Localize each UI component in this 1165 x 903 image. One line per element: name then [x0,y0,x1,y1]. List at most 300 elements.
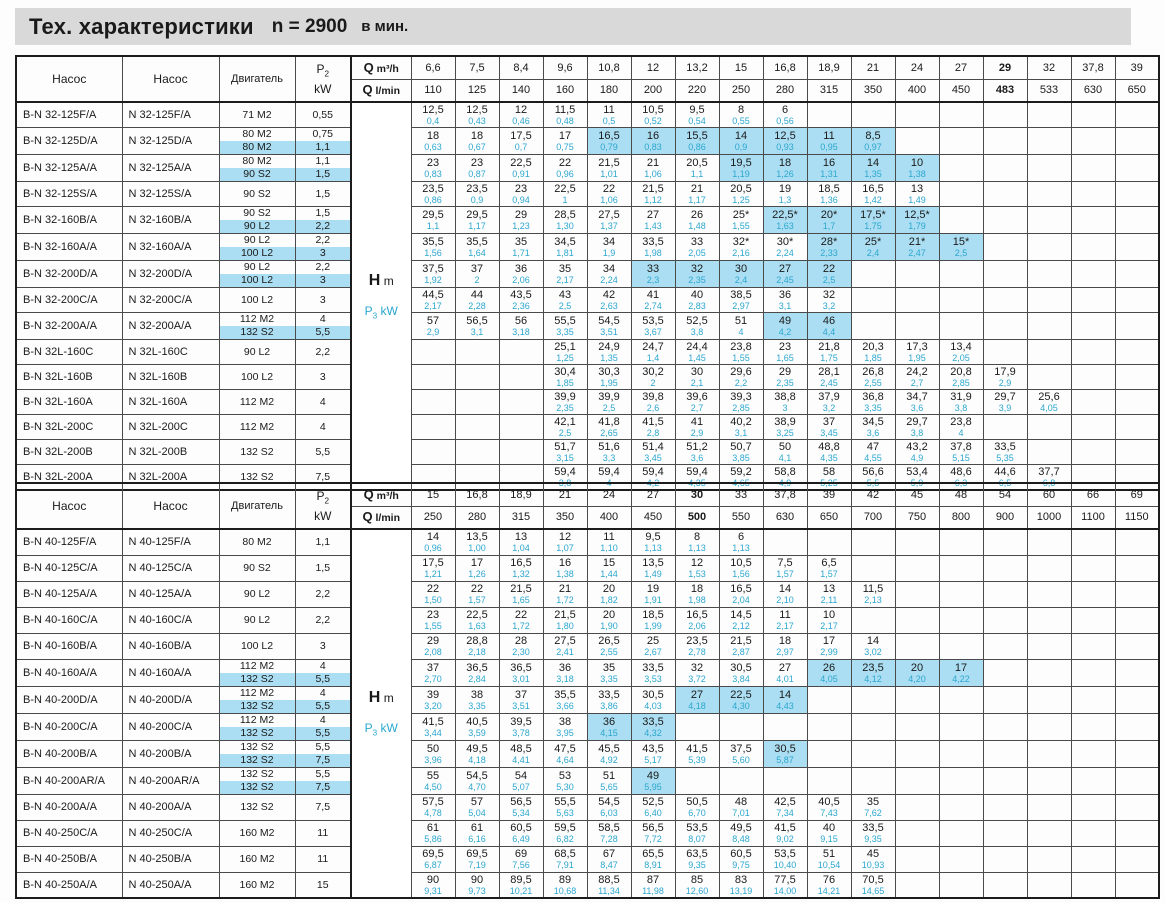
data-cell [895,288,939,313]
p3-value: 1,72 [512,621,530,631]
data-cell [719,365,763,390]
data-cell [411,313,455,340]
p3-value: 4,35 [820,453,838,463]
motor-cell [219,207,295,234]
head-value: 60,5 [730,848,752,860]
q-m3h-value: 42 [851,483,895,506]
data-cell [631,820,675,846]
data-cell [1027,686,1071,713]
q-m3h-value: 6,6 [411,56,455,79]
data-cell [1071,261,1115,288]
head-value: 29 [514,209,528,221]
head-value: 22,5* [772,209,798,221]
q-lmin-value: 200 [631,79,675,102]
data-cell [1071,581,1115,607]
motor-cell [219,846,295,872]
head-value: 9,5 [689,104,705,116]
data-cell [1115,713,1159,740]
p3-value: 5,65 [600,781,618,792]
p3-value: 0,48 [556,116,574,126]
head-value: 14 [866,635,880,647]
data-cell [983,440,1027,465]
p3-value: 1,25 [732,195,750,205]
data-cell [411,340,455,365]
motor-cell [219,390,295,415]
head-value: 89,5 [510,873,532,886]
head-value: 13 [514,531,528,544]
p3-value: 4,41 [512,754,530,765]
motor-value: 112 M2 [239,313,275,325]
head-value: 15 [602,557,616,569]
data-cell [807,128,851,155]
data-cell [675,633,719,659]
head-value: 57,5 [422,796,444,808]
data-cell [631,555,675,581]
head-value: 21,5 [598,157,620,169]
head-value: 14 [426,531,440,544]
motor-value: 90 L2 [243,234,271,246]
data-cell [455,102,499,128]
head-value: 36,8 [862,391,884,403]
pump-column-header: Насос [122,56,219,102]
p3-value: 1,01 [600,169,618,179]
motor-value: 90 L2 [243,588,271,600]
data-cell [851,234,895,261]
motor-cell [219,261,295,288]
p3-value: 1,43 [644,221,662,231]
q-lmin-value: 533 [1027,79,1071,102]
data-cell [455,313,499,340]
motor-value: 132 S2 [240,801,274,813]
data-cell [499,102,543,128]
data-cell [895,555,939,581]
head-value: 48,8 [818,441,840,453]
p3-value: 1,63 [468,621,486,631]
p2-cell [295,581,351,607]
q-lmin-value: 450 [631,506,675,529]
motor-cell [219,415,295,440]
data-cell [1071,872,1115,898]
motor-cell [219,529,295,555]
pump-row [16,607,1159,633]
data-cell [807,313,851,340]
head-value: 44,6 [994,466,1016,478]
pump-row [16,102,1159,128]
data-cell [587,529,631,555]
data-cell [587,415,631,440]
data-cell [675,128,719,155]
p3-value: 3,1 [734,428,748,438]
p3-value: 1,49 [908,195,926,205]
data-cell [543,820,587,846]
head-value: 39 [426,688,440,701]
head-value: 37 [426,661,440,674]
q-lmin-value: 650 [807,506,851,529]
p3-value: 1,82 [600,595,618,605]
data-cell [983,555,1027,581]
p2-value: 5,5 [296,700,351,713]
head-value: 21 [558,583,572,595]
q-m3h-value: 37,8 [1071,56,1115,79]
head-value: 13 [822,583,836,595]
motor-value: 90 S2 [243,188,271,200]
pump-row [16,440,1159,465]
head-value: 45,5 [598,742,620,755]
q-lmin-value: 630 [763,506,807,529]
p2-cell [295,659,351,686]
data-cell [1115,102,1159,128]
data-cell [1027,713,1071,740]
head-value: 39,5 [510,715,532,728]
p3-value: 6,5 [998,478,1012,488]
p2-value: 7,5 [296,781,351,794]
data-cell [543,607,587,633]
head-value: 41 [690,416,704,428]
p2-value: 4 [319,713,326,726]
head-value: 51,2 [686,441,708,453]
p2-value: 3 [296,247,351,260]
p3-value: 2,85 [952,378,970,388]
q-lmin-value: 315 [499,506,543,529]
p3-value: 2,35 [688,275,706,285]
data-cell [411,207,455,234]
data-cell [807,659,851,686]
pump-name: B-N 40-250A/A [16,872,122,898]
head-value: 37,5 [730,742,752,755]
head-value: 21,5 [642,183,664,195]
p2-value: 1,5 [296,168,351,181]
p2-value: 3 [296,274,351,287]
q-m3h-value: 37,8 [763,483,807,506]
p2-value: 5,5 [296,673,351,686]
p3-value: 2,28 [468,301,486,311]
p3-value: 1,65 [512,595,530,605]
p3-value: 0,79 [600,142,618,152]
data-cell [587,288,631,313]
q-m3h-value: 33 [719,483,763,506]
data-cell [895,390,939,415]
p3-value: 10,54 [817,860,841,870]
motor-value: 90 S2 [243,562,271,574]
p3-value: 1,00 [468,543,486,554]
head-value: 43,5 [510,289,532,301]
data-cell [631,529,675,555]
data-cell [499,415,543,440]
p3-value: 4 [738,327,744,337]
p3-value: 4,20 [908,673,926,684]
head-value: 23,5 [862,661,884,674]
head-value: 23,5 [466,183,488,195]
data-cell [499,288,543,313]
p3-value: 5,34 [512,808,530,818]
p2-cell [295,128,351,155]
p3-value: 1,64 [468,248,486,258]
head-value: 56,5 [510,796,532,808]
head-value: 28 [514,635,528,647]
p2-value: 0,55 [312,109,333,121]
head-value: 40 [690,289,704,301]
p3-value: 3,78 [512,727,530,738]
p3-value: 10,40 [773,860,797,870]
head-value: 18 [778,635,792,647]
head-value: 22 [470,583,484,595]
motor-cell [219,713,295,740]
p2-value: 3 [319,640,326,652]
data-cell [1071,234,1115,261]
p3-value: 3,59 [468,727,486,738]
motor-value: 90 L2 [243,614,271,626]
data-cell [675,102,719,128]
p3-value: 3,20 [424,700,442,711]
data-cell [983,261,1027,288]
data-cell [807,415,851,440]
pump-name: B-N 40-125F/A [16,529,122,555]
pump-name: B-N 32L-160A [16,390,122,415]
data-cell [719,607,763,633]
p3-value: 0,63 [424,142,442,152]
head-value: 27 [646,209,660,221]
head-value: 8 [693,531,701,544]
data-cell [851,820,895,846]
p2-cell [295,365,351,390]
data-cell [895,313,939,340]
data-cell [895,872,939,898]
motor-value: 132 S2 [240,446,274,458]
data-cell [719,415,763,440]
data-cell [983,713,1027,740]
p3-value: 2,17 [556,275,574,285]
pump-row [16,846,1159,872]
spec-table [15,55,1160,491]
q-m3h-value: 60 [1027,483,1071,506]
data-cell [499,767,543,794]
p3-value: 3,86 [600,700,618,711]
p3-value: 4,9 [778,478,792,488]
head-value: 38 [470,688,484,701]
data-cell [939,313,983,340]
data-cell [411,581,455,607]
pump-name-alt: N 40-125F/A [122,529,219,555]
head-value: 25,1 [554,341,576,353]
head-value: 77,5 [774,873,796,886]
pump-name-alt: N 32L-200A [122,465,219,491]
data-cell [455,365,499,390]
head-value: 23,8 [950,416,972,428]
p2-column-header: $P_2$ kW [295,483,351,529]
data-cell [1071,713,1115,740]
data-cell [1071,390,1115,415]
p3-value: 1,4 [646,353,660,363]
data-cell [807,581,851,607]
p3-value: 1,57 [776,569,794,579]
data-cell [1027,555,1071,581]
pump-name-alt: N 40-125A/A [122,581,219,607]
p3-value: 5,35 [996,453,1014,463]
head-value: 12 [558,531,572,544]
data-cell [411,529,455,555]
data-cell [1071,415,1115,440]
head-value: 23 [426,157,440,169]
q-lmin-value: 450 [939,79,983,102]
data-cell [807,686,851,713]
data-cell [895,529,939,555]
p3-value: 2,65 [600,428,618,438]
head-value: 54 [514,769,528,782]
pump-name: B-N 32-200C/A [16,288,122,313]
data-cell [1071,313,1115,340]
p3-value: 14,21 [817,885,841,896]
data-cell [587,713,631,740]
data-cell [983,794,1027,820]
data-cell [411,365,455,390]
head-value: 33 [646,263,660,275]
motor-cell [219,686,295,713]
head-value: 17 [954,661,968,674]
data-cell [719,581,763,607]
data-cell [587,128,631,155]
p3-value: 3,45 [820,428,838,438]
p3-value: 3,84 [732,673,750,684]
pump-row [16,581,1159,607]
motor-value: 132 S2 [220,700,295,713]
p2-value: 5,5 [296,727,351,740]
p3-value: 3,85 [732,453,750,463]
head-value: 59,4 [598,466,620,478]
data-cell [851,207,895,234]
p3-value: 1,17 [688,195,706,205]
data-cell [1071,182,1115,207]
p3-value: 9,15 [820,834,838,844]
pump-row [16,740,1159,767]
head-value: 22 [602,183,616,195]
p2-value: 11 [317,853,329,865]
p3-value: 2 [650,378,656,388]
data-cell [939,633,983,659]
q-lmin-value: 500 [675,506,719,529]
data-cell [1071,846,1115,872]
pump-name-alt: N 40-200B/A [122,740,219,767]
data-cell [763,846,807,872]
data-cell [411,234,455,261]
p2-value: 1,5 [315,188,331,200]
p3-value: 1,44 [600,569,618,579]
data-cell [1115,340,1159,365]
p3-value: 6,82 [556,834,574,844]
pump-name-alt: N 32L-160C [122,340,219,365]
q-m3h-value: 15 [411,483,455,506]
head-value: 33,5 [862,822,884,834]
data-cell [455,846,499,872]
data-cell [851,659,895,686]
head-value: 21,5 [730,635,752,647]
q-lmin-value: 160 [543,79,587,102]
data-cell [1071,155,1115,182]
data-cell [1027,390,1071,415]
data-cell [939,261,983,288]
pump-row [16,415,1159,440]
p3-value: 1,10 [600,543,618,554]
data-cell [455,607,499,633]
head-value: 16 [646,130,660,142]
data-cell [807,261,851,288]
data-cell [983,846,1027,872]
data-cell [939,155,983,182]
data-cell [543,102,587,128]
p3-value: 0,43 [468,116,486,126]
data-cell [543,182,587,207]
data-cell [1115,555,1159,581]
head-value: 17,9 [994,366,1016,378]
head-value: 35 [866,796,880,808]
p3-value: 3,15 [556,453,574,463]
pump-row [16,633,1159,659]
data-cell [499,794,543,820]
head-value: 48 [734,796,748,808]
head-value: 28* [820,236,838,248]
head-value: 40,5 [466,715,488,728]
head-value: 37 [470,263,484,275]
data-cell [499,633,543,659]
p3-value: 1,45 [688,353,706,363]
p3-value: 12,60 [685,885,709,896]
data-cell [1027,820,1071,846]
data-cell [1071,365,1115,390]
data-cell [1071,740,1115,767]
q-lmin-value: 630 [1071,79,1115,102]
q-m3h-value: 27 [939,56,983,79]
p3-value: 1,55 [732,221,750,231]
p3-value: 0,75 [556,142,574,152]
pump-column-header: Насос [16,483,122,529]
pump-name-alt: N 32L-200B [122,440,219,465]
data-cell [1027,261,1071,288]
data-cell [675,607,719,633]
data-cell [1027,313,1071,340]
head-value: 33,5 [598,688,620,701]
p3-value: 14,65 [861,885,885,896]
motor-value: 132 S2 [220,673,295,686]
head-value: 52,5 [642,796,664,808]
head-value: 36,5 [510,661,532,674]
q-lmin-value: 350 [851,79,895,102]
head-value: 29 [778,366,792,378]
p3-value: 1,30 [556,221,574,231]
data-cell [1027,767,1071,794]
data-cell [411,102,455,128]
data-cell [543,686,587,713]
p3-value: 1,32 [512,569,530,579]
motor-value: 100 L2 [240,640,274,652]
p3-value: 9,35 [864,834,882,844]
head-value: 10,5 [642,104,664,116]
p3-value: 4,70 [468,781,486,792]
head-value: 14,5 [730,609,752,621]
data-cell [587,794,631,820]
motor-cell [219,288,295,313]
motor-cell [219,872,295,898]
head-value: 27 [778,263,792,275]
p3-value: 2,05 [952,353,970,363]
data-cell [763,872,807,898]
data-cell [631,713,675,740]
data-cell [719,659,763,686]
motor-value: 160 M2 [239,878,275,891]
head-value: 40 [822,822,836,834]
head-value: 55,5 [554,315,576,327]
data-cell [455,390,499,415]
head-value: 23 [426,609,440,621]
data-cell [939,207,983,234]
